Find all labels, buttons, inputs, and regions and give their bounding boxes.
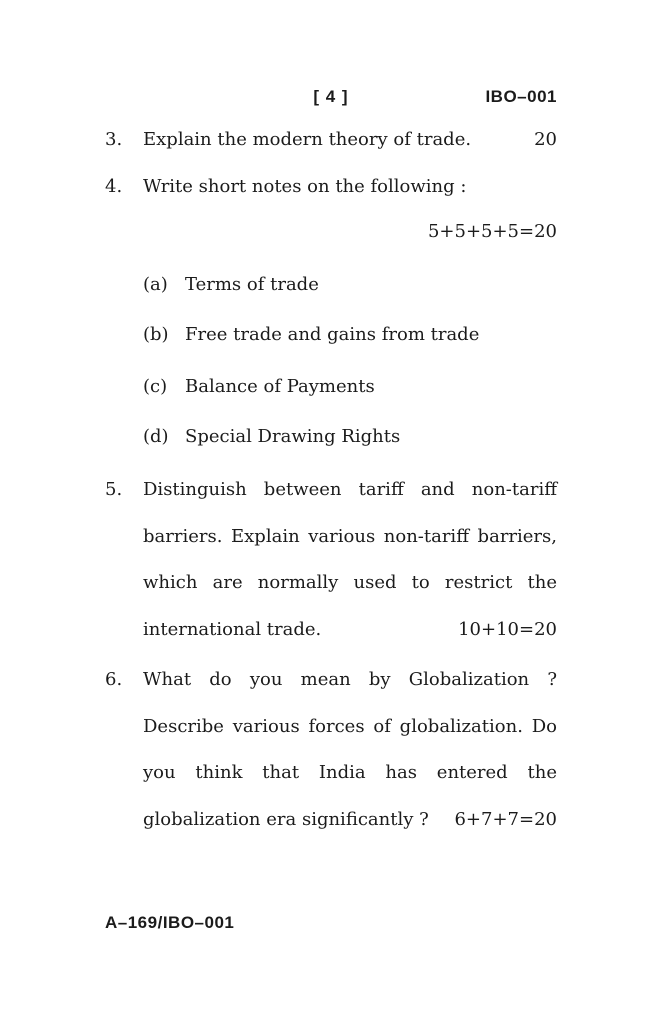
sub-item-text: Free trade and gains from trade: [185, 324, 480, 345]
sub-item-a: [143, 262, 557, 309]
sub-item-label: (c): [143, 376, 168, 397]
question-4-text: Write short notes on the following :: [143, 176, 467, 197]
question-3-number: 3.: [105, 129, 123, 150]
question-5-marks: 10+10=20: [458, 618, 557, 640]
question-4-marks: 5+5+5+5=20: [427, 221, 557, 242]
question-5-number: 5.: [105, 479, 123, 500]
question-6: [105, 657, 557, 843]
question-6-last-line: globalization era significantly ?: [143, 808, 429, 830]
question-6-number: 6.: [105, 669, 123, 690]
question-4-number: 4.: [105, 176, 123, 197]
question-3: [105, 117, 557, 164]
sub-item-label: (d): [143, 426, 169, 447]
question-4: [105, 164, 557, 211]
paper-code: A–169/IBO–001: [105, 913, 235, 932]
sub-item-label: (a): [143, 274, 168, 295]
question-5: [105, 467, 557, 653]
sub-item-c: [143, 364, 557, 411]
question-5-line-1: Distinguish between tariff and non-tariff: [143, 479, 557, 500]
question-6-line-3: you think that India has entered the: [143, 762, 557, 783]
page-footer: [105, 913, 557, 933]
question-6-line-1: What do you mean by Globalization ?: [143, 669, 557, 690]
sub-item-label: (b): [143, 324, 169, 345]
sub-item-d: [143, 414, 557, 461]
sub-item-text: Special Drawing Rights: [185, 426, 401, 447]
page-number: [ 4 ]: [313, 87, 349, 106]
question-5-line-3: which are normally used to restrict the: [143, 572, 557, 593]
page-header: [105, 87, 557, 107]
question-6-marks: 6+7+7=20: [454, 808, 557, 830]
sub-item-text: Balance of Payments: [185, 376, 375, 397]
question-6-line-2: Describe various forces of globalization. Do: [143, 715, 557, 737]
sub-item-b: [143, 312, 557, 359]
question-3-marks: 20: [534, 129, 557, 150]
sub-item-text: Terms of trade: [185, 274, 319, 295]
question-3-text: Explain the modern theory of trade.: [143, 129, 472, 150]
course-code: IBO–001: [485, 87, 557, 106]
question-5-line-2: barriers. Explain various non-tariff barriers,: [143, 525, 557, 547]
question-5-last-line: international trade.: [143, 618, 322, 640]
